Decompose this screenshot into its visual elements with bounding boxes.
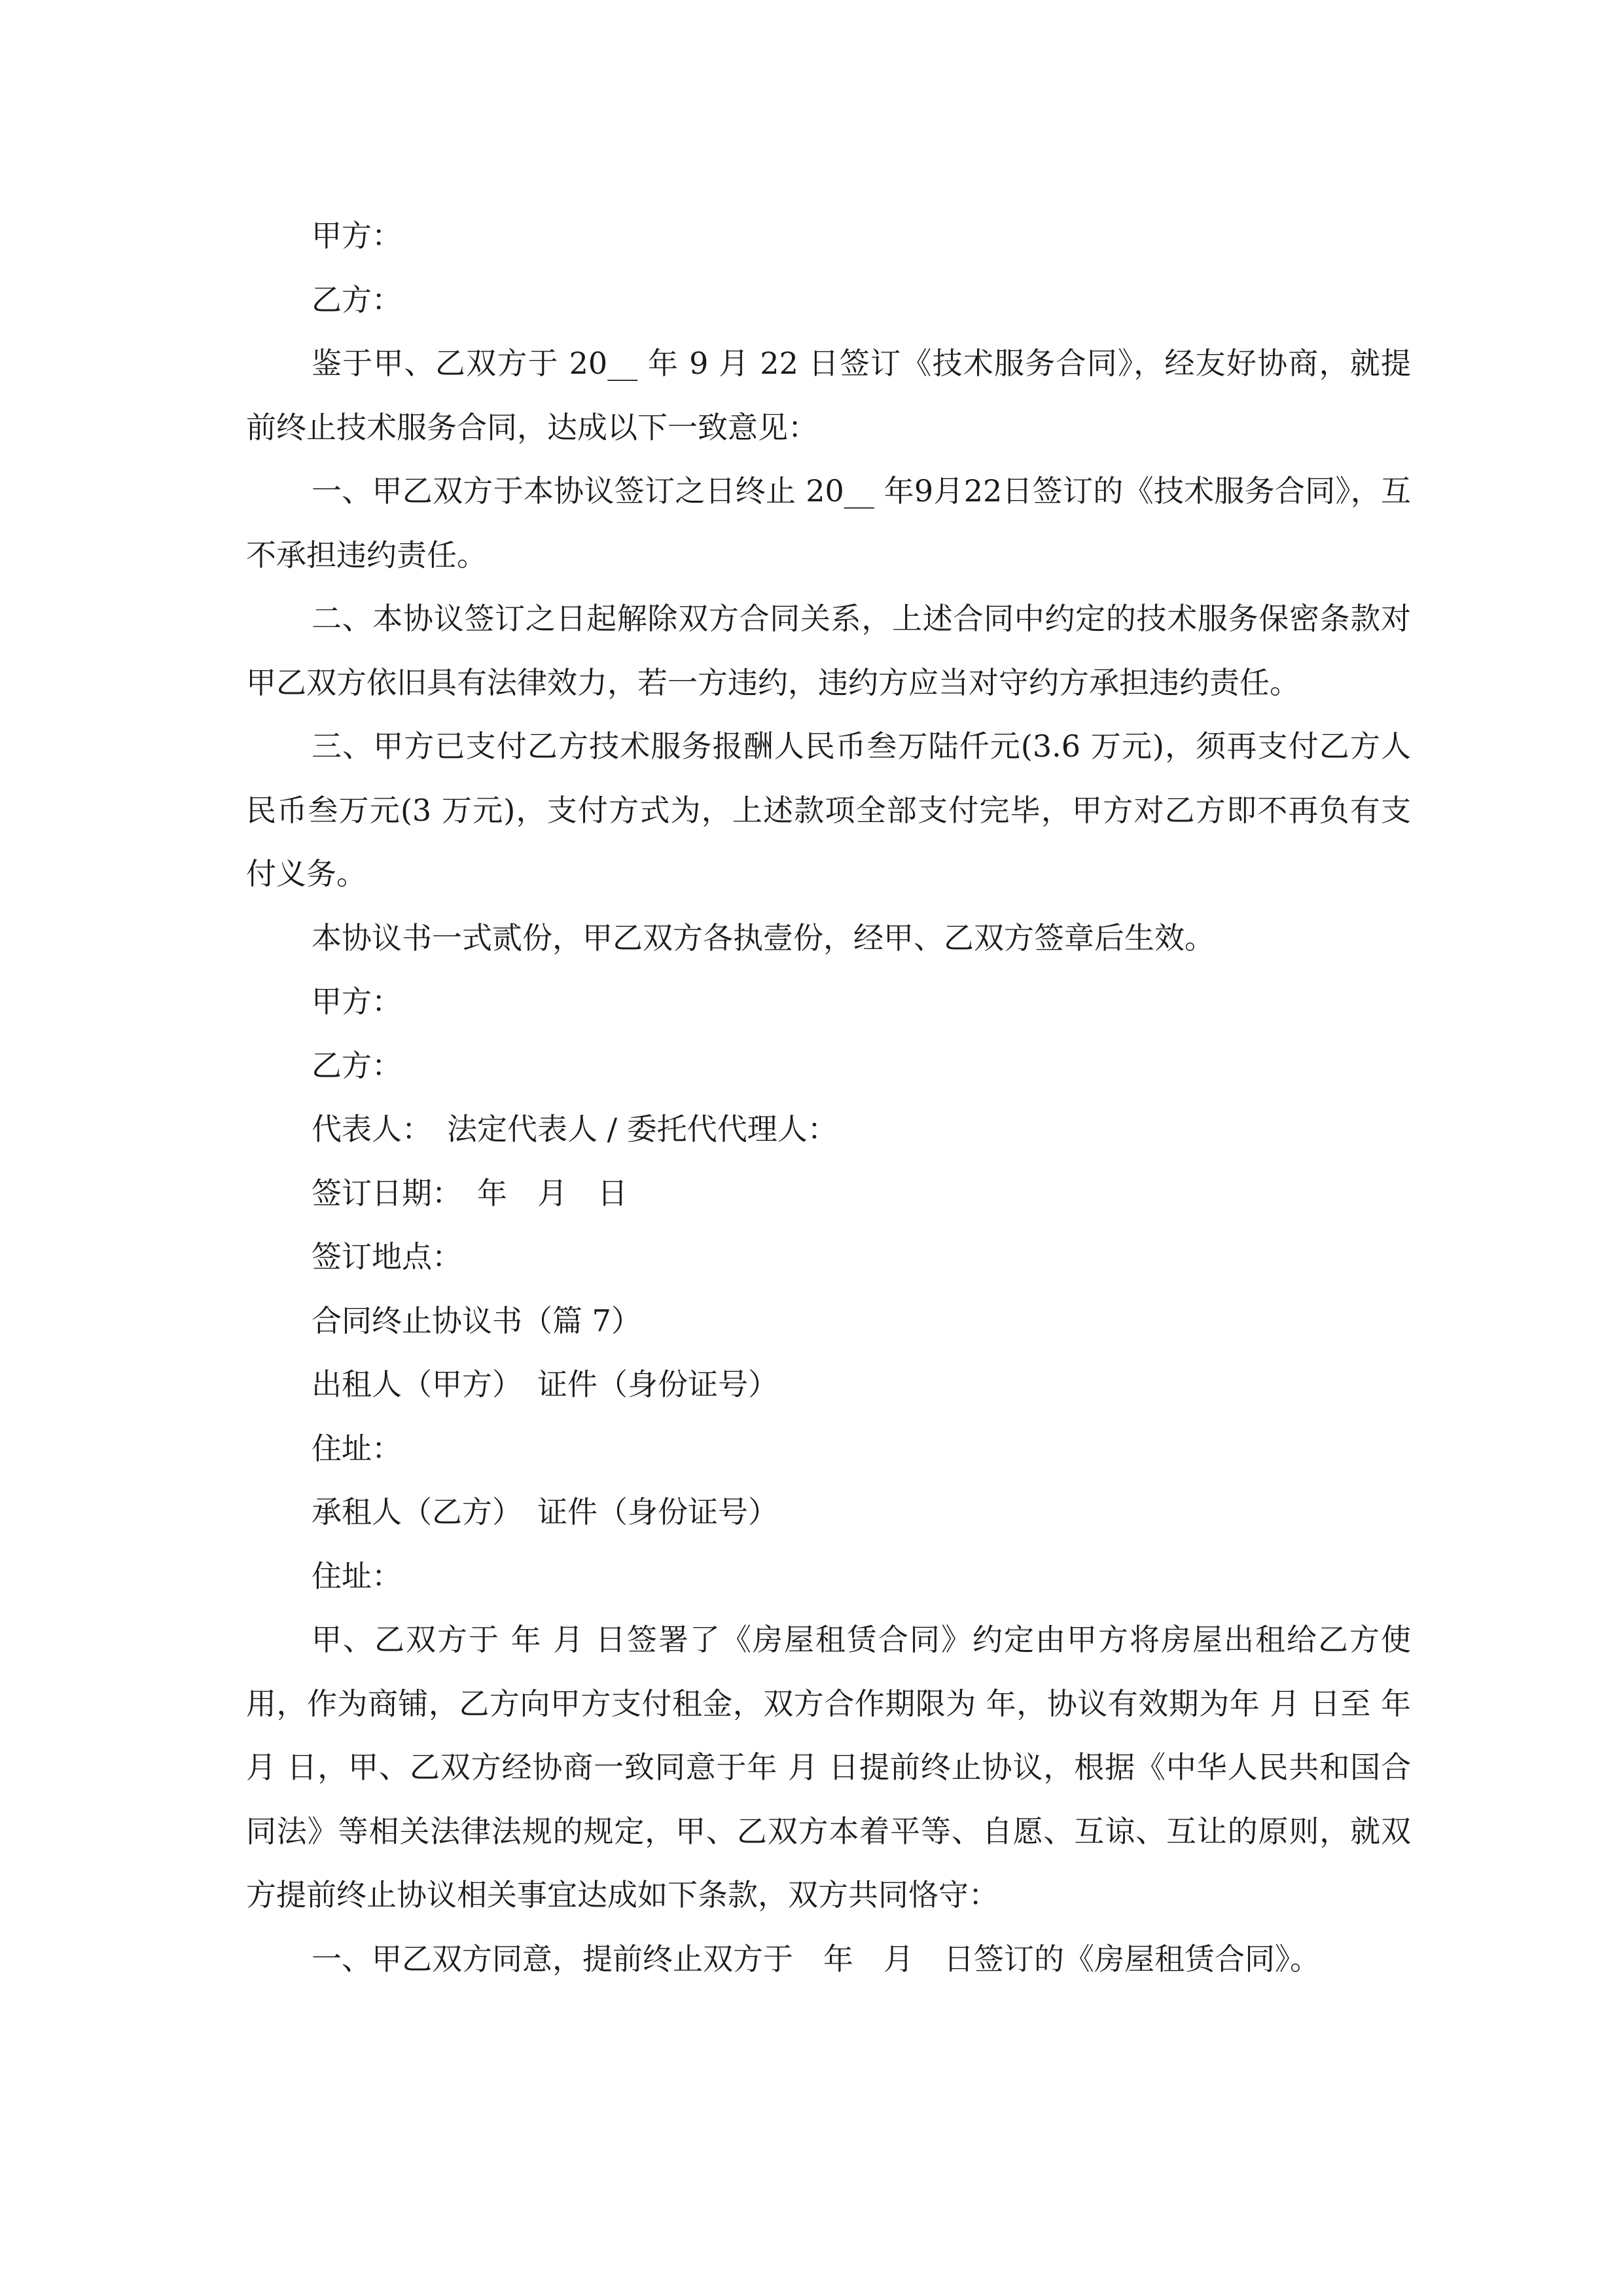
effectiveness-paragraph: 本协议书一式贰份，甲乙双方各执壹份，经甲、乙双方签章后生效。	[312, 920, 1215, 956]
lessee-line: 承租人（乙方） 证件（身份证号）	[312, 1494, 778, 1530]
document-body	[246, 204, 1411, 1991]
clause-1-paragraph: 一、甲乙双方于本协议签订之日终止 20__ 年9月22日签订的《技术服务合同》，互不承担违约责任。	[246, 473, 1411, 573]
signing-date-line: 签订日期： 年 月 日	[312, 1175, 628, 1211]
clause-3-paragraph: 三、甲方已支付乙方技术服务报酬人民币叁万陆仟元(3.6 万元)，须再支付乙方人民币叁万元(3 万元)，支付方式为，上述款项全部支付完毕，甲方对乙方即不再负有支付义务。	[246, 728, 1411, 891]
representative-line: 代表人： 法定代表人 / 委托代代理人：	[312, 1111, 838, 1147]
clause-2-paragraph: 二、本协议签订之日起解除双方合同关系，上述合同中约定的技术服务保密条款对甲乙双方依旧具有法律效力，若一方违约，违约方应当对守约方承担违约责任。	[246, 601, 1411, 700]
preamble-paragraph: 鉴于甲、乙双方于 20__ 年 9 月 22 日签订《技术服务合同》，经友好协商，就提前终止技术服务合同，达成以下一致意见：	[246, 346, 1411, 445]
signing-place-line: 签订地点：	[312, 1239, 462, 1274]
lease-background-paragraph: 甲、乙双方于 年 月 日签署了《房屋租赁合同》约定由甲方将房屋出租给乙方使用，作为商铺，乙方向甲方支付租金，双方合作期限为 年，协议有效期为年 月 日至 年 月 日，甲、乙双方经协商一致同意于年 月 日提前终止协议，根据《中华人民共和国合同法》等相关法律法规的规定，甲、乙双方本着平等、自愿、互谅、互让的原则，就双方提前终止协议相关事宜达成如下条款，双方共同恪守：	[246, 1622, 1411, 1912]
party-a-label: 甲方：	[312, 218, 402, 253]
signature-party-b: 乙方：	[312, 1047, 402, 1083]
lessor-address-line: 住址：	[312, 1430, 402, 1466]
lessor-line: 出租人（甲方） 证件（身份证号）	[312, 1367, 778, 1402]
lessee-address-line: 住址：	[312, 1558, 402, 1594]
section-title: 合同终止协议书（篇 7）	[312, 1302, 641, 1338]
party-b-label: 乙方：	[312, 281, 402, 317]
lease-clause-1-paragraph: 一、甲乙双方同意，提前终止双方于 年 月 日签订的《房屋租赁合同》。	[312, 1941, 1320, 1977]
signature-party-a: 甲方：	[312, 984, 402, 1019]
